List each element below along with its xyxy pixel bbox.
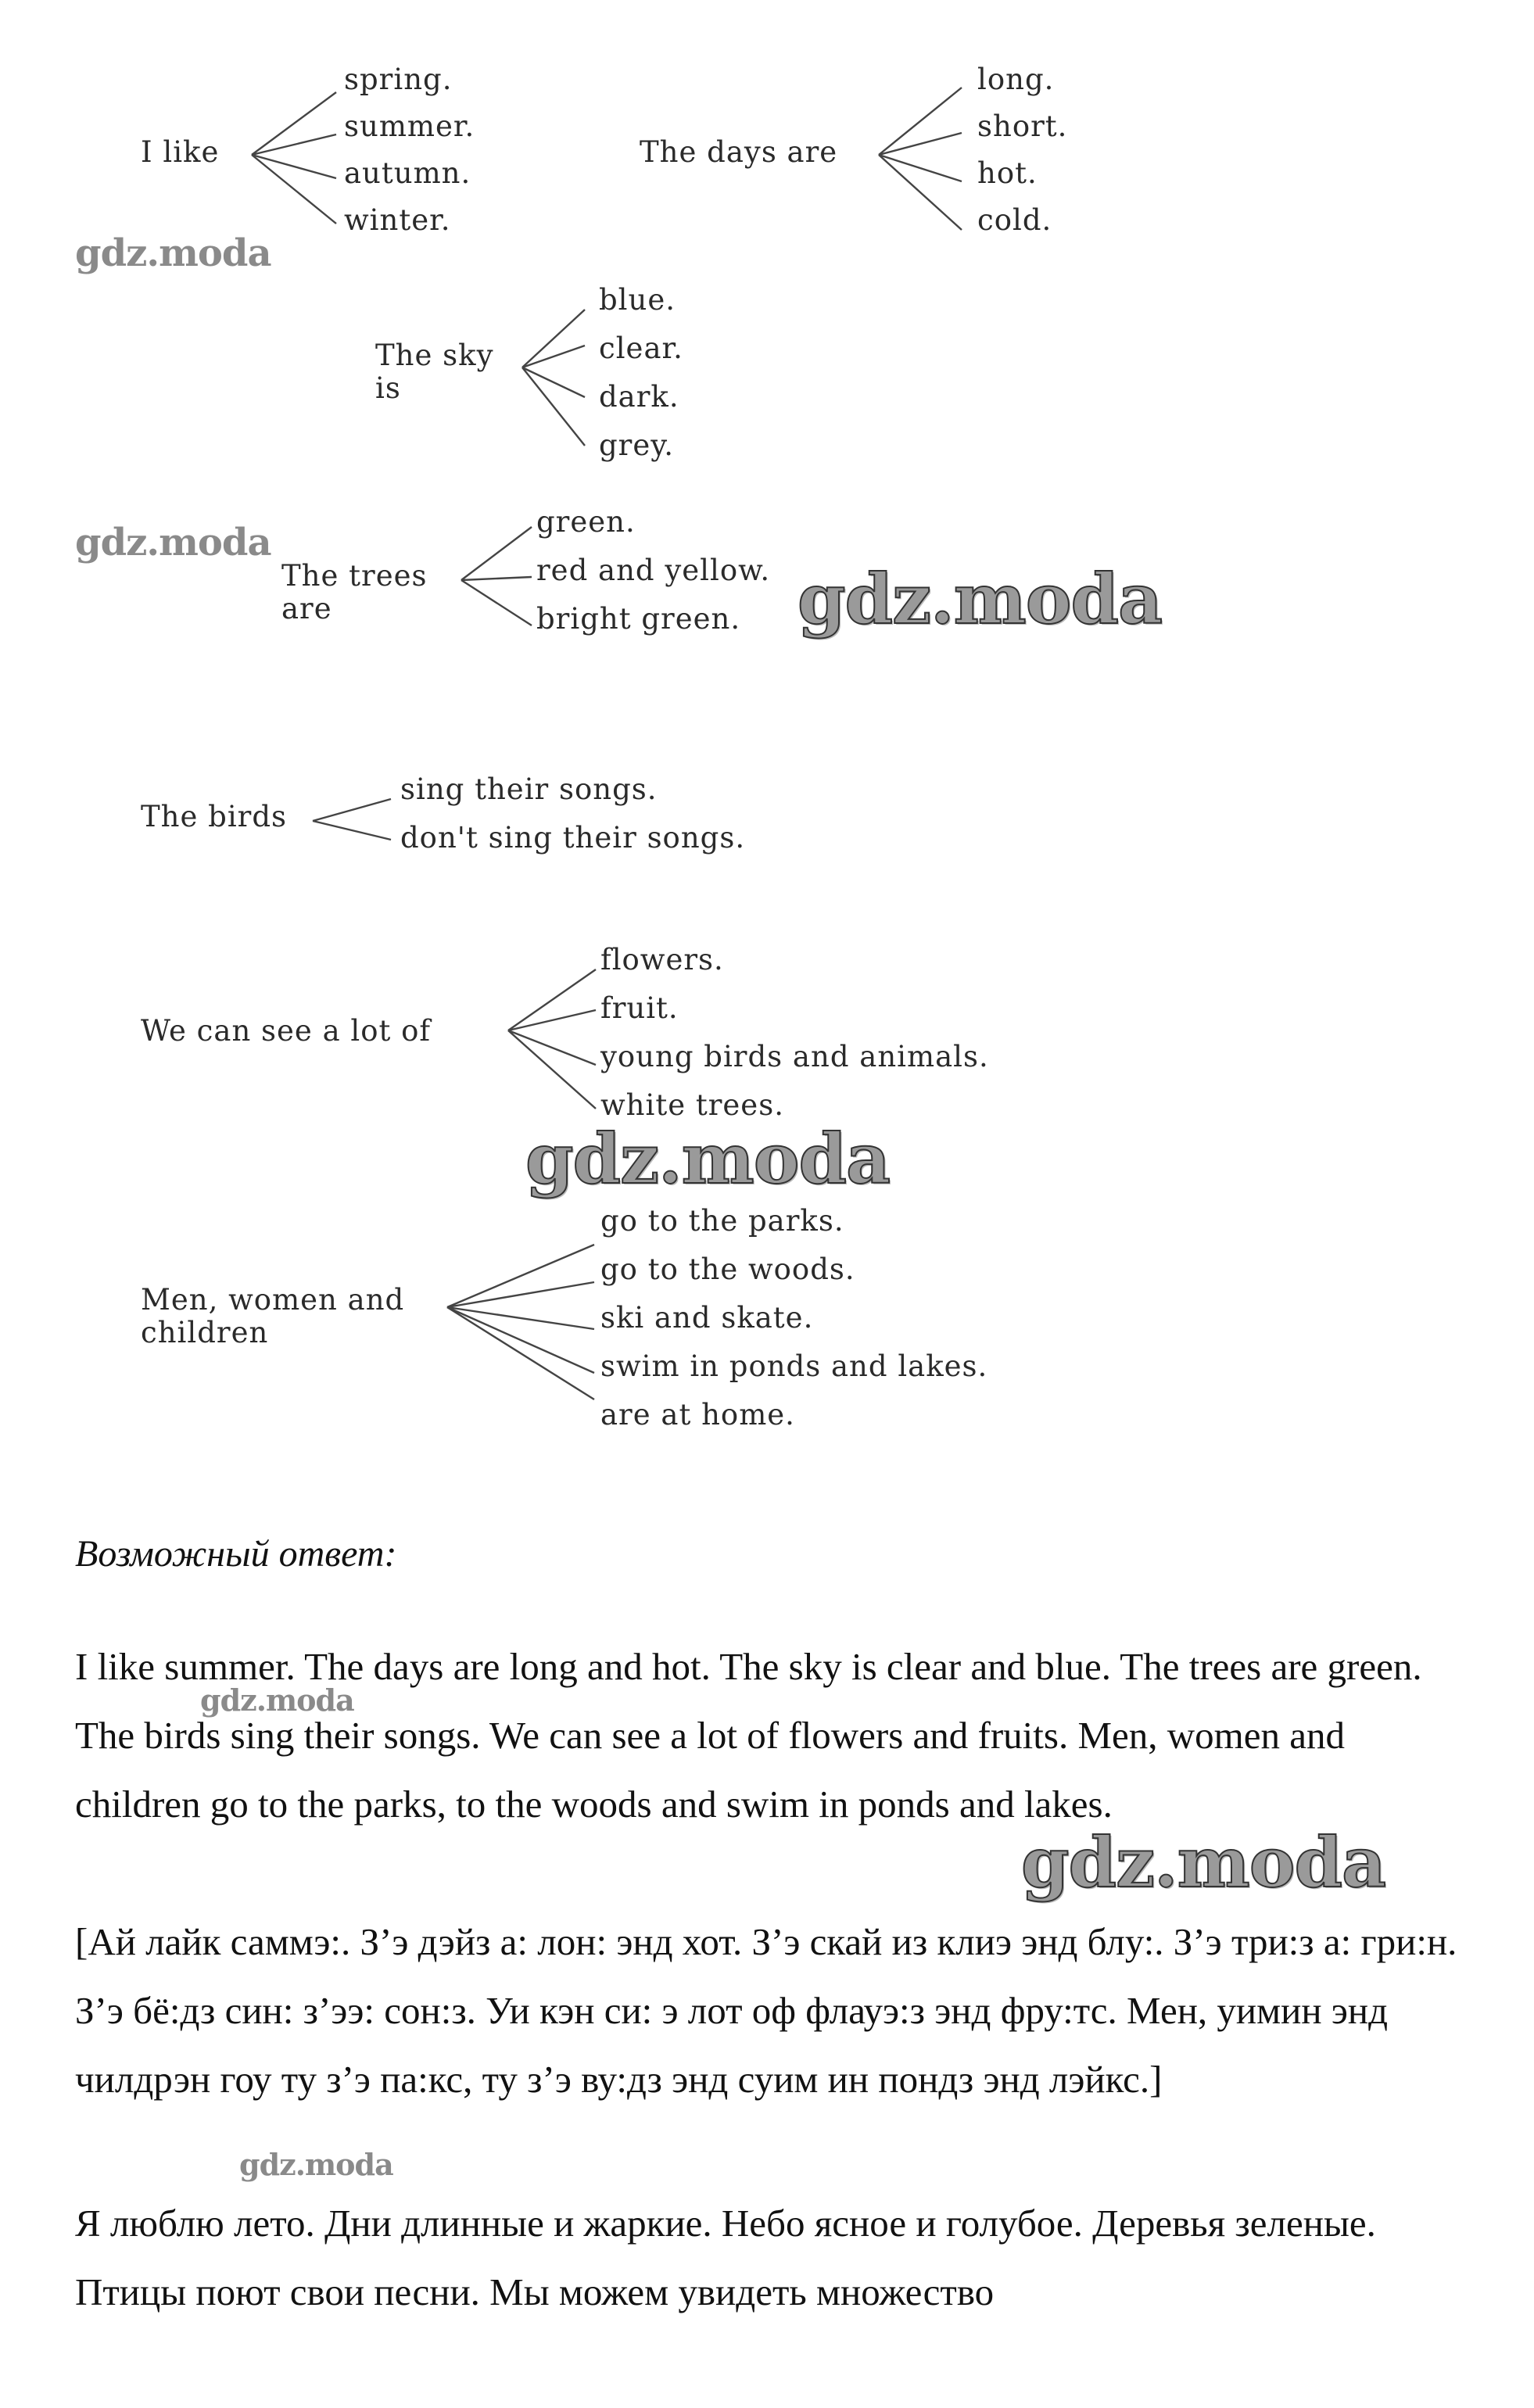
diagram-birds-option: sing their songs. [400, 772, 658, 806]
diagram-trees-option: green. [536, 505, 636, 539]
diagram-birds-branches [313, 799, 391, 840]
diagram-trees-branches [461, 527, 532, 625]
subject-line: children [141, 1316, 269, 1349]
answer-russian: Я люблю лето. Дни длинные и жаркие. Небо ясное и голубое. Деревья зеленые. Птицы поют свои песни. Мы можем увидеть множество [75, 2202, 1376, 2313]
diagram-birds-subject [141, 799, 287, 835]
diagram-men-option: go to the parks. [600, 1204, 844, 1238]
diagram-days-option: long. [977, 63, 1055, 96]
diagram-sky-option: blue. [599, 283, 676, 317]
diagram-men-branches [447, 1245, 594, 1399]
diagram-men-option: swim in ponds and lakes. [600, 1349, 988, 1383]
diagram-men-option: ski and skate. [600, 1301, 814, 1335]
watermark: gdz.moda [75, 521, 271, 564]
diagram-sky-branches [522, 310, 585, 446]
subject-line: The birds [141, 800, 288, 833]
diagram-sky-option: grey. [599, 428, 675, 462]
answer-transcription: [Ай лайк саммэ:. З’э дэйз а: лон: энд хот. З’э скай из клиэ энд блу:. З’э три:з а: гри:н. З’э бё:дз син: з’ээ: сон:з. Уи кэн си: э лот оф флауэ:з энд фру:тс. Мен, уимин энд чилдрэн гоу ту з’э па:кс, ту з’э ву:дз энд суим ин пондз энд лэйкс.] [75, 1920, 1457, 2101]
diagram-i-like-option: autumn. [344, 156, 471, 190]
diagram-sky-option: clear. [599, 331, 683, 365]
watermark: gdz.moda [525, 1118, 891, 1199]
diagram-see-branches [508, 969, 596, 1109]
diagram-see-option: fruit. [600, 991, 679, 1025]
subject-line: are [281, 592, 332, 625]
diagram-sky-subject [375, 338, 493, 407]
diagram-men-subject [141, 1282, 404, 1351]
watermark: gdz.moda [200, 1682, 354, 1718]
subject-line: The sky [375, 339, 494, 372]
subject-line: Men, women and [141, 1283, 405, 1317]
watermark: gdz.moda [1021, 1822, 1386, 1903]
subject-line: We can see a lot of [141, 1014, 432, 1048]
diagram-see-option: flowers. [600, 943, 724, 976]
diagram-see-option: young birds and animals. [600, 1040, 989, 1073]
subject-line: I like [141, 135, 220, 169]
diagram-days-option: short. [977, 109, 1068, 143]
subject-line: is [375, 371, 401, 405]
diagram-men-option: are at home. [600, 1398, 795, 1432]
watermark: gdz.moda [75, 231, 271, 275]
diagram-trees-option: red and yellow. [536, 554, 771, 587]
diagram-trees-subject [281, 558, 428, 627]
diagram-men-option: go to the woods. [600, 1252, 855, 1286]
diagram-i-like-subject [141, 134, 219, 170]
diagram-days-branches [879, 88, 962, 230]
answer-label: Возможный ответ: [75, 1533, 397, 1575]
diagram-days-option: hot. [977, 156, 1038, 190]
subject-line: The days are [640, 135, 838, 169]
diagram-i-like-option: winter. [344, 203, 451, 237]
diagram-days-option: cold. [977, 203, 1052, 237]
diagram-birds-option: don't sing their songs. [400, 821, 746, 855]
diagram-sky-option: dark. [599, 380, 679, 414]
watermark: gdz.moda [797, 558, 1163, 640]
diagram-i-like-option: spring. [344, 63, 453, 96]
diagram-i-like-option: summer. [344, 109, 475, 143]
diagram-see-option: white trees. [600, 1088, 784, 1122]
watermark: gdz.moda [239, 2147, 393, 2182]
answer-english: I like summer. The days are long and hot. The sky is clear and blue. The trees are green. The birds sing their songs. We can see a lot of flowers and fruits. Men, women and children go to the parks, to the woods and swim in ponds and lakes. [75, 1645, 1422, 1826]
subject-line: The trees [281, 559, 428, 593]
diagram-trees-option: bright green. [536, 602, 741, 636]
diagram-i-like-branches [252, 92, 336, 224]
diagram-see-subject [141, 1013, 431, 1049]
diagram-days-subject [640, 134, 837, 170]
